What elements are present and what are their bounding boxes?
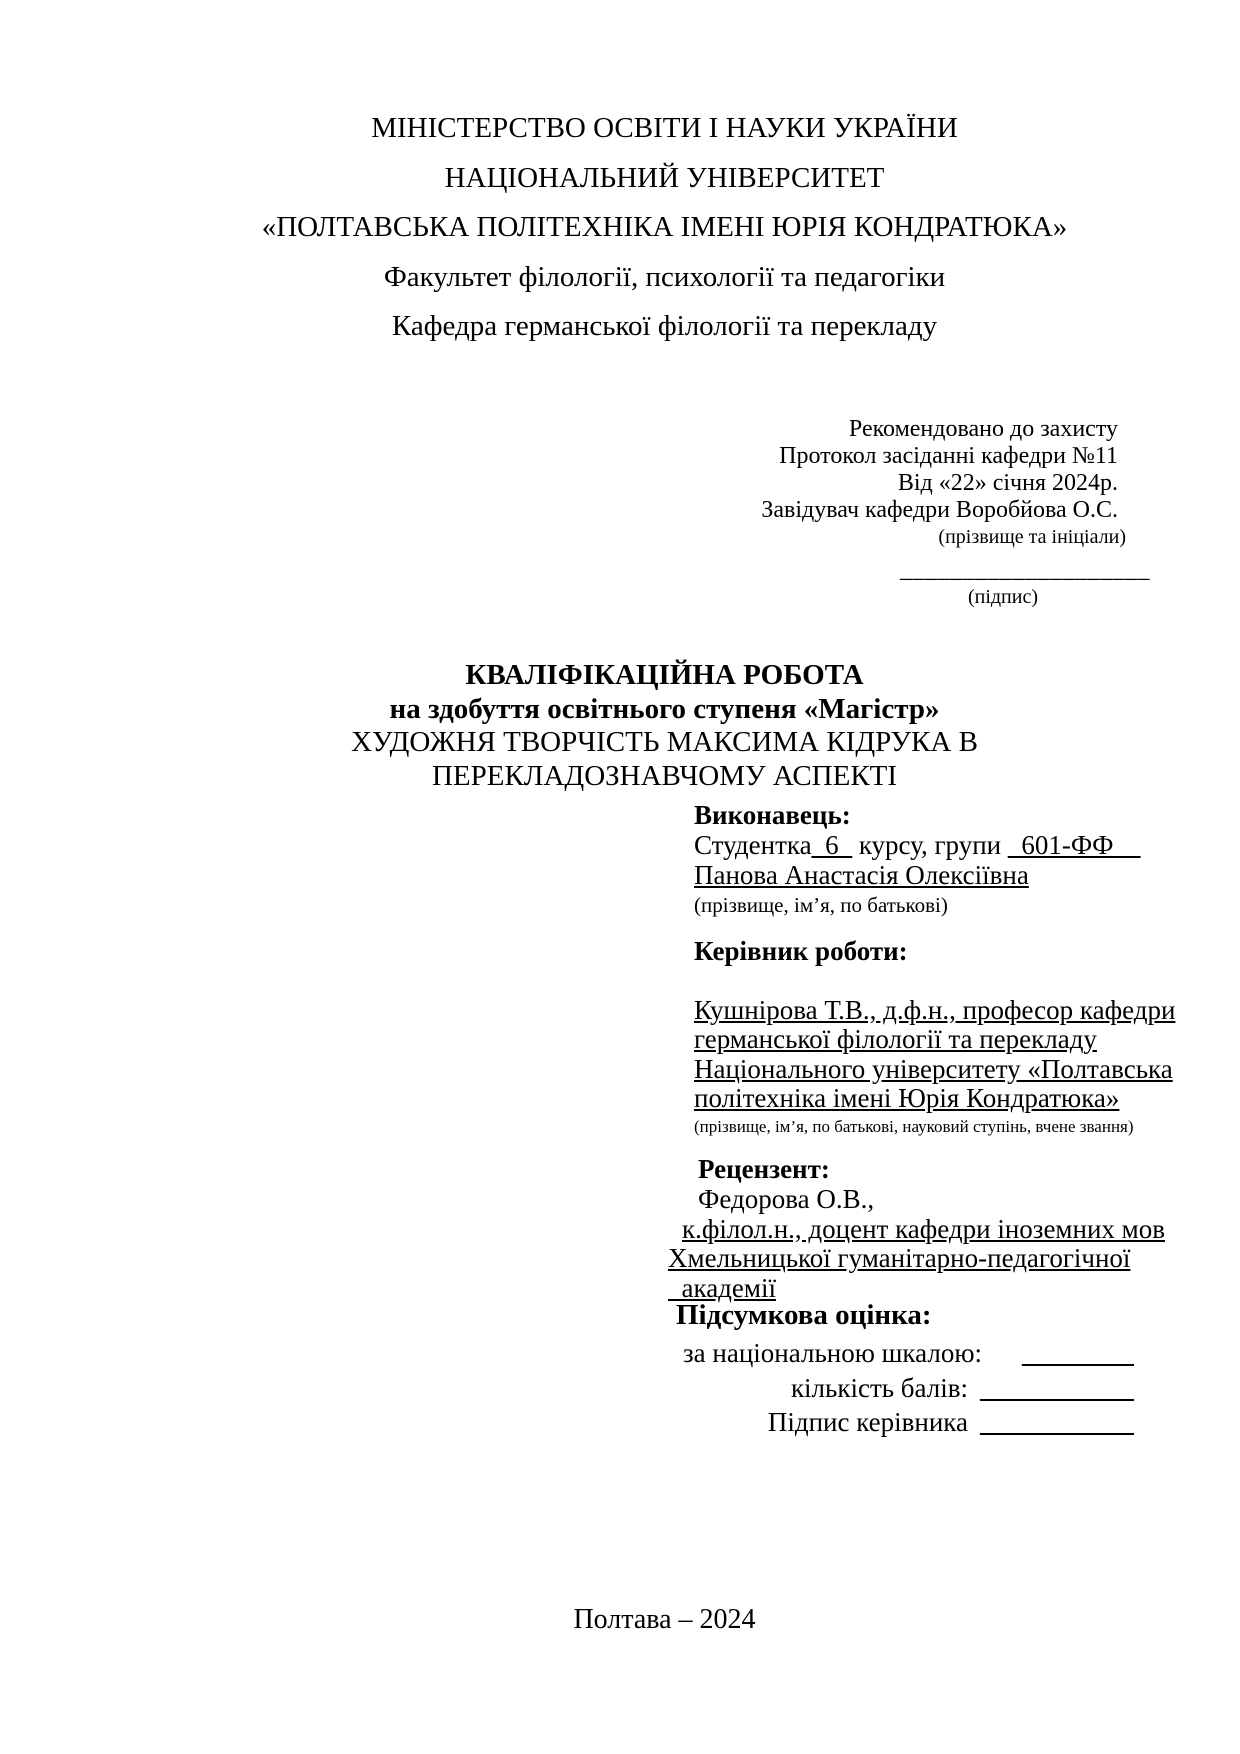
reviewer-line-3: академії <box>668 1273 776 1304</box>
thesis-topic-line-1: ХУДОЖНЯ ТВОРЧІСТЬ МАКСИМА КІДРУКА В <box>351 726 978 758</box>
supervisor-line-3: Національного університету «Полтавська <box>694 1053 1173 1084</box>
supervisor-caption: (прізвище, ім’я, по батькові, науковий ступінь, вчене звання) <box>694 1117 1134 1137</box>
thesis-title-block <box>177 659 1152 793</box>
supervisor-line-4: політехніка імені Юрія Кондратюка» <box>694 1082 1120 1113</box>
grade-national-scale-row <box>676 1336 1134 1371</box>
supervisor-label: Керівник роботи: <box>694 936 908 966</box>
ministry-line: МІНІСТЕРСТВО ОСВІТИ І НАУКИ УКРАЇНИ <box>371 112 958 144</box>
course-number-blank: _6_ <box>811 830 853 860</box>
supervisor-signature-blank: ___________ <box>980 1407 1134 1438</box>
reviewer-line-1: к.філол.н., доцент кафедри іноземних мов <box>682 1213 1165 1244</box>
student-prefix: Студентка <box>694 830 812 860</box>
approval-date: Від «22» січня 2024р. <box>897 470 1118 496</box>
reviewer-line-2: Хмельницької гуманітарно-педагогічної <box>668 1243 1131 1274</box>
reviewer-label: Рецензент: <box>698 1154 830 1184</box>
approval-head-of-department: Завідувач кафедри Воробйова О.С. <box>761 497 1118 523</box>
signature-blank-line: ____________________ <box>900 557 1150 583</box>
final-grade-rows <box>676 1336 1134 1440</box>
approval-name-caption: (прізвище та ініціали) <box>938 526 1126 548</box>
reviewer-block <box>668 1155 1165 1304</box>
approval-protocol: Протокол засіданні кафедри №11 <box>779 443 1118 469</box>
executor-label: Виконавець: <box>694 800 851 830</box>
grade-points-label: кількість балів: <box>790 1372 968 1403</box>
supervisor-signature-label: Підпис керівника <box>767 1407 968 1438</box>
grade-points-blank: ___________ <box>980 1372 1134 1403</box>
thesis-degree-line: на здобуття освітнього ступеня «Магістр» <box>389 692 940 725</box>
university-line: НАЦІОНАЛЬНИЙ УНІВЕРСИТЕТ <box>444 161 885 194</box>
final-grade-label: Підсумкова оцінка: <box>676 1299 932 1331</box>
executor-block <box>694 800 1141 920</box>
grade-points-row <box>676 1371 1134 1406</box>
city-year-footer: Полтава – 2024 <box>573 1604 756 1635</box>
student-mid-text: курсу, групи <box>852 830 1008 860</box>
student-name-caption: (прізвище, ім’я, по батькові) <box>694 893 948 917</box>
signature-caption: (підпис) <box>967 586 1038 608</box>
student-name: Панова Анастасія Олексіївна <box>694 860 1029 890</box>
approval-block <box>530 416 1150 611</box>
student-course-group-line <box>694 830 1141 860</box>
faculty-line: Факультет філології, психології та педагогіки <box>383 260 946 293</box>
department-line: Кафедра германської філології та перекладу <box>391 310 938 342</box>
thesis-type-title: КВАЛІФІКАЦІЙНА РОБОТА <box>465 659 864 691</box>
reviewer-name: Федорова О.В., <box>698 1183 875 1214</box>
approval-recommendation: Рекомендовано до захисту <box>848 416 1118 442</box>
grade-national-scale-label: за національною шкалою: <box>683 1338 982 1368</box>
grade-national-scale-blank: ________ <box>1022 1338 1134 1368</box>
university-header <box>177 104 1152 352</box>
supervisor-block <box>694 996 1175 1140</box>
supervisor-line-1: Кушнірова Т.В., д.ф.н., професор кафедри <box>694 995 1176 1025</box>
supervisor-line-2: германської філології та перекладу <box>694 1024 1097 1055</box>
thesis-topic-line-2: ПЕРЕКЛАДОЗНАВЧОМУ АСПЕКТІ <box>431 759 898 792</box>
university-name-line: «ПОЛТАВСЬКА ПОЛІТЕХНІКА ІМЕНІ ЮРІЯ КОНДРАТЮКА» <box>261 211 1068 243</box>
supervisor-signature-row <box>676 1405 1134 1440</box>
group-number-blank: _601-ФФ__ <box>1007 830 1141 860</box>
